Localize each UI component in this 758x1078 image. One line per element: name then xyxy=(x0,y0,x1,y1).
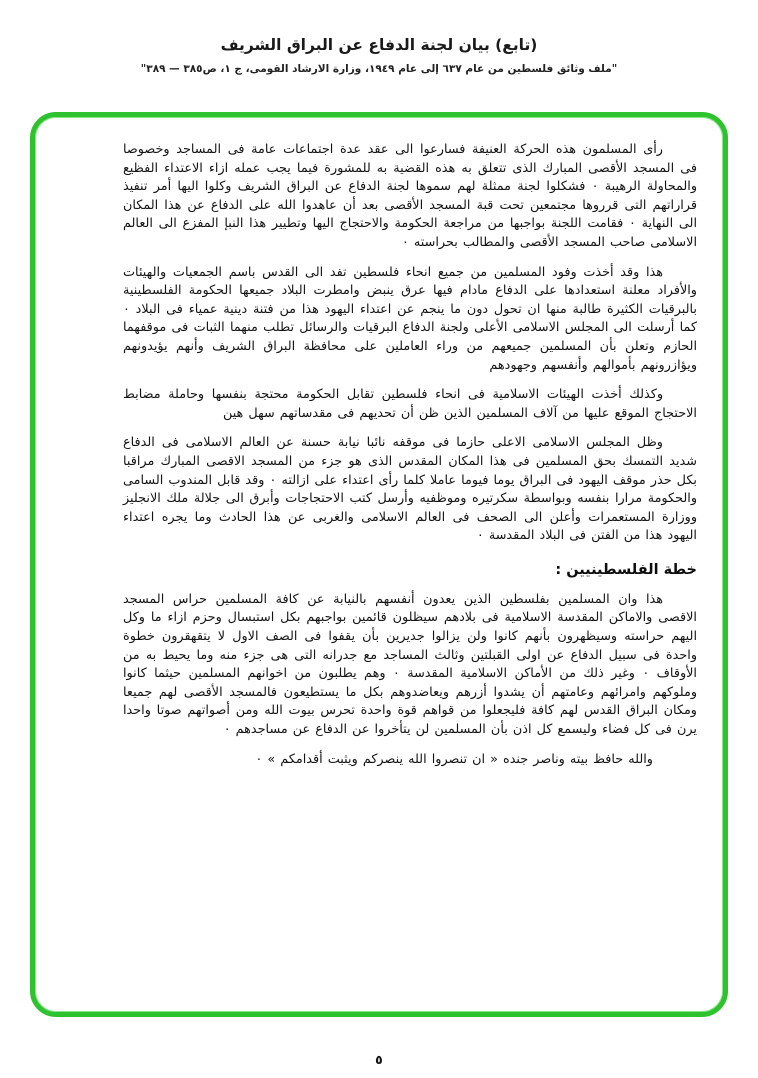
section-heading: خطة الفلسطينيين : xyxy=(555,561,697,578)
content-border-box xyxy=(30,112,728,1017)
document-title: (تابع) بيان لجنة الدفاع عن البراق الشريف xyxy=(220,36,538,54)
page-number: ٥ xyxy=(375,1052,383,1067)
body-paragraph: رأى المسلمون هذه الحركة العنيفة فسارعوا الى عقد عدة اجتماعات عامة فى المساجد وخصوصا فى المسجد الأقصى المبارك الذى تتعلق به هذه القضية به للمشورة فيما يجب عمله ازاء الاعتداء الفظيع والمحاولة الرهيبة ٠ فشكلوا لجنة ممثلة لهم سموها لجنة الدفاع عن البراق الشريف وكلوا اليها أمر تنفيذ قراراتهم التى قرروها مجتمعين تحت قبة المسجد الأقصى بعد أن عاهدوا الله على الدفاع عن هذا المكان الى النهاية ٠ فقامت اللجنة بواجبها من مراجعة الحكومة والاحتجاج اليها وتطيير هذا النبإ المفزع الى العالم الاسلامى صاحب المسجد الأقصى والمطالب بحراسته ٠ xyxy=(123,142,698,250)
document-header xyxy=(0,36,758,75)
body-paragraph: هذا وقد أخذت وفود المسلمين من جميع انحاء فلسطين تفد الى القدس باسم الجمعيات والهيئات والأفراد معلنة استعدادها على الدفاع مادام فيها عرق ينبض وامطرت البلاد جميعها الحكومة الفلسطينية بالبرقيات الكثيرة طالبة منها ان تحول دون ما ينجم عن اعتداء اليهود هذا من فتنة دينية عمياء فى البلاد ٠ كما أرسلت الى المجلس الاسلامى الأعلى ولجنة الدفاع البرقيات والرسائل تطلب منهما الثبات فى موقفهما الحازم وتعلن بأن المسلمين جميعهم من وراء العاملين على محافظة البراق الشريف وأنهم يؤيدونهم ويؤازرونهم بأموالهم وأنفسهم وجهودهم xyxy=(123,264,697,373)
body-paragraph: وظل المجلس الاسلامى الاعلى حازما فى موقفه نائبا نيابة حسنة عن العالم الاسلامى فى الدفاع شديد التمسك بحق المسلمين فى هذا المكان المقدس الذى هو جزء من المسجد الاقصى المبارك مراقبا بكل حذر موقف اليهود فى البراق يوما فيوما عاملا كلما رأى اعتداء على ازالته ٠ وقد قابل المندوب السامى والحكومة مرارا بنفسه وبواسطة سكرتيره وموظفيه وأرسل كتب الاحتجاجات وأبرق الى جلالة ملك الانجليز ووزارة المستعمرات وأعلن الى الصحف فى العالم الاسلامى والغربى عن هذا الحادث وما يجره اعتداء اليهود هذا من الفتن فى البلاد المقدسة ٠ xyxy=(123,435,697,544)
source-citation: "ملف وثائق فلسطين من عام ٦٣٧ إلى عام ١٩٤٩، وزارة الارشاد القومى، ج ١، ص٣٨٥ — ٣٨٩" xyxy=(140,63,618,75)
closing-quote: والله حافظ بيته وناصر جنده « ان تنصروا الله ينصركم ويثبت أقدامكم » ٠ xyxy=(255,751,653,767)
body-paragraph: وكذلك أخذت الهيئات الاسلامية فى انحاء فلسطين تقابل الحكومة محتجة بنفسها وحاملة مضابط الاحتجاج الموقع عليها من آلاف المسلمين الذين ظن أن تحديهم فى مقدساتهم سهل هين xyxy=(123,387,697,421)
body-paragraph: هذا وان المسلمين بفلسطين الذين يعدون أنفسهم بالنيابة عن كافة المسلمين حراس المسجد الاقصى والاماكن المقدسة الاسلامية فى بلادهم سيظلون قائمين بواجبهم بكل استبسال وحزم ازاء ما وكل اليهم حراسته وسيظهرون بأنهم كانوا ولن يزالوا جديرين بأن يقفوا فى الصف الاول لا يتقهقرون خطوة واحدة فى سبيل الدفاع عن اولى القبلتين وثالث المساجد مع جدرانه التى هى جزء منه وما يحيط به من الأوقاف ٠ وغير ذلك من الأماكن الاسلامية المقدسة ٠ وهم يطلبون من اخوانهم المسلمين حيثما كانوا وملوكهم وامرائهم وعامتهم أن يشدوا أزرهم ويعاضدوهم بكل ما يستطيعون فالمسجد الأقصى لهم جميعا ومكان البراق القدس لهم كافة فليجعلوا من قواهم قوة واحدة تحرس بيوت الله ومن أصواتهم صوتا واحدا يرن فى كل فضاء وليسمع كل اذن بأن المسلمين لن يتأخروا عن الدفاع عن مساجدهم ٠ xyxy=(123,591,697,738)
